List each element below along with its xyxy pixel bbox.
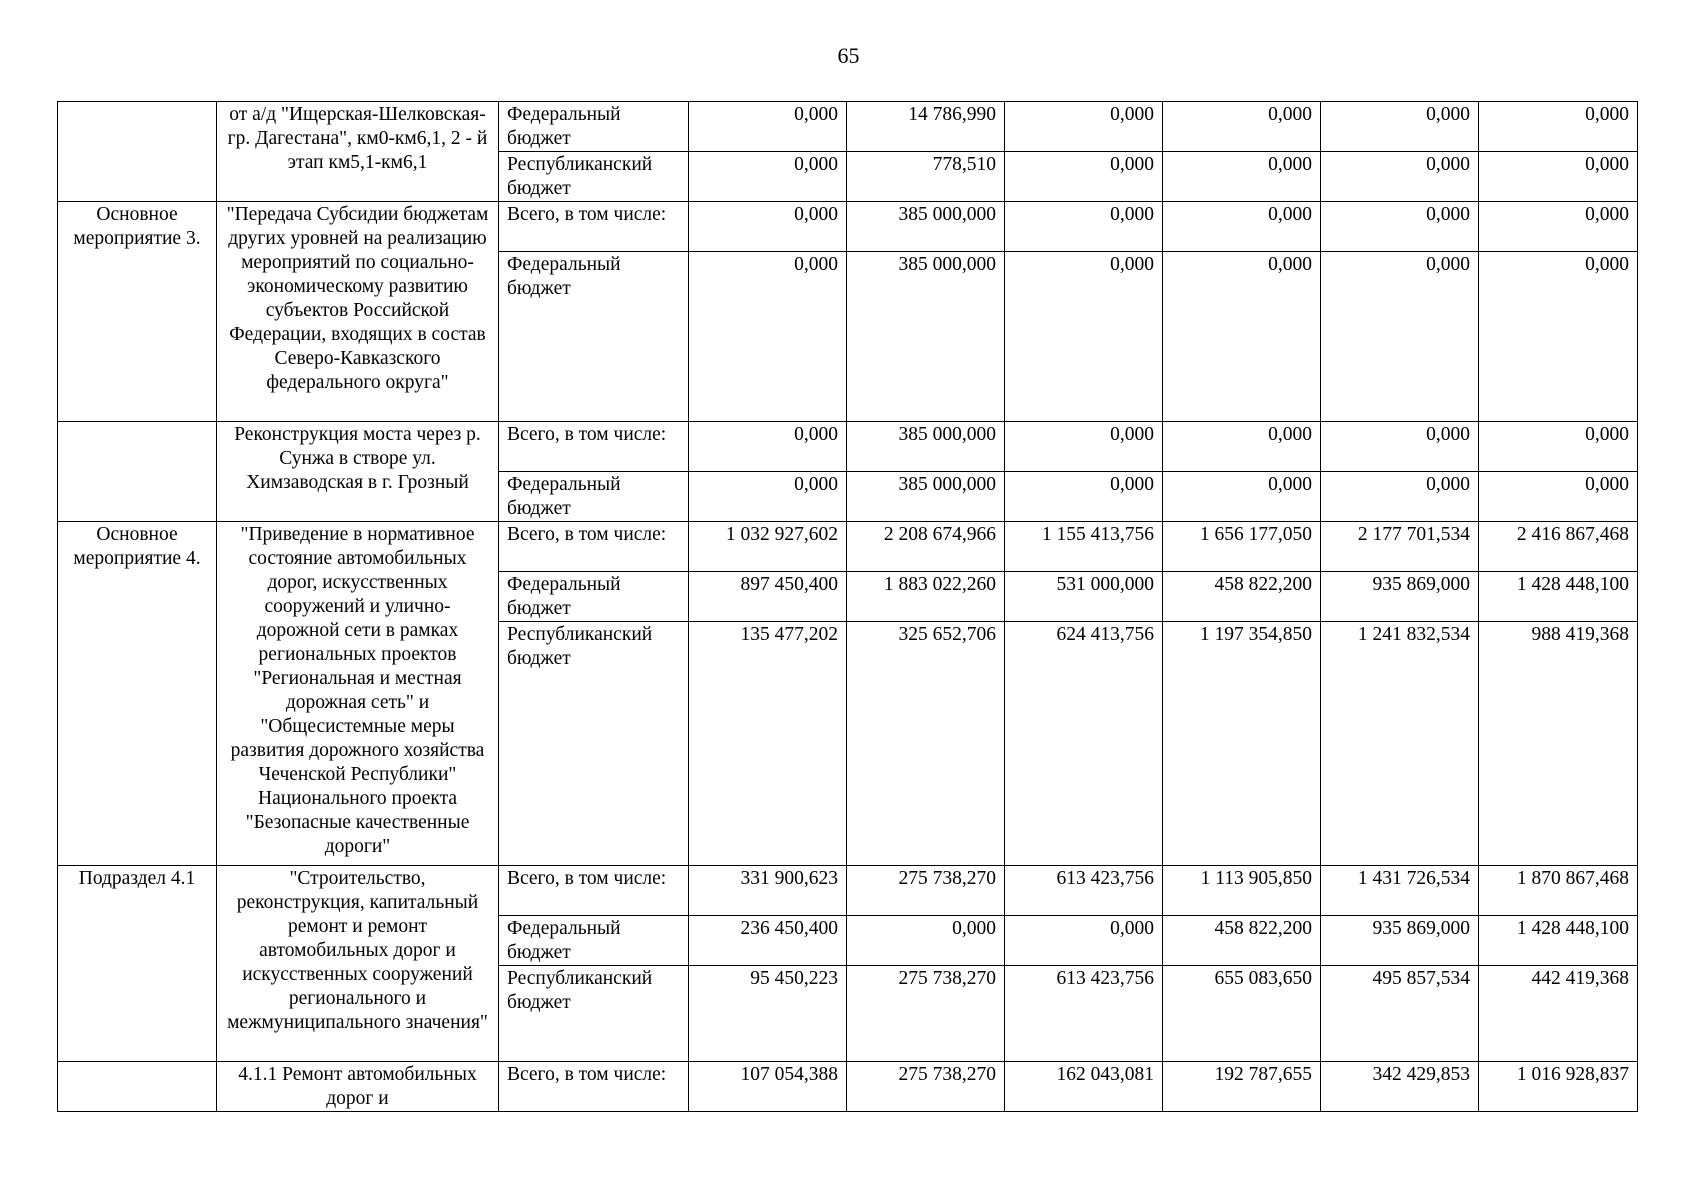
amount-cell: 613 423,756: [1005, 966, 1163, 1062]
funding-source-cell: Всего, в том числе:: [499, 866, 689, 916]
activity-name-cell: Основное мероприятие 3.: [58, 202, 217, 422]
funding-source-cell: Всего, в том числе:: [499, 522, 689, 572]
budget-table: [57, 101, 1638, 1112]
amount-cell: 531 000,000: [1005, 572, 1163, 622]
activity-description-cell: "Передача Субсидии бюджетам других уровней на реализацию мероприятий по социально-экономическому развитию субъектов Российской Федерации, входящих в состав Северо-Кавказского федерального округа": [217, 202, 499, 422]
funding-source-cell: Всего, в том числе:: [499, 422, 689, 472]
amount-cell: 107 054,388: [689, 1062, 847, 1112]
amount-cell: 325 652,706: [847, 622, 1005, 866]
activity-name-cell: Подраздел 4.1: [58, 866, 217, 1062]
amount-cell: 0,000: [1321, 472, 1479, 522]
amount-cell: 624 413,756: [1005, 622, 1163, 866]
amount-cell: 1 197 354,850: [1163, 622, 1321, 866]
amount-cell: 0,000: [1163, 152, 1321, 202]
amount-cell: 778,510: [847, 152, 1005, 202]
amount-cell: 0,000: [1321, 152, 1479, 202]
amount-cell: 495 857,534: [1321, 966, 1479, 1062]
amount-cell: 1 155 413,756: [1005, 522, 1163, 572]
amount-cell: 2 208 674,966: [847, 522, 1005, 572]
amount-cell: 192 787,655: [1163, 1062, 1321, 1112]
amount-cell: 0,000: [689, 472, 847, 522]
amount-cell: 0,000: [1163, 422, 1321, 472]
amount-cell: 458 822,200: [1163, 572, 1321, 622]
amount-cell: 1 428 448,100: [1479, 572, 1638, 622]
amount-cell: 655 083,650: [1163, 966, 1321, 1062]
amount-cell: 0,000: [689, 252, 847, 422]
amount-cell: 2 416 867,468: [1479, 522, 1638, 572]
activity-description-cell: Реконструкция моста через р. Сунжа в створе ул. Химзаводская в г. Грозный: [217, 422, 499, 522]
activity-name-cell: [58, 1062, 217, 1112]
activity-name-cell: [58, 422, 217, 522]
amount-cell: 0,000: [1479, 422, 1638, 472]
amount-cell: 442 419,368: [1479, 966, 1638, 1062]
activity-description-cell: "Приведение в нормативное состояние автомобильных дорог, искусственных сооружений и улично-дорожной сети в рамках региональных проектов "Региональная и местная дорожная сеть" и "Общесистемные меры развития дорожного хозяйства Чеченской Республики" Национального проекта "Безопасные качественные дороги": [217, 522, 499, 866]
amount-cell: 0,000: [1005, 472, 1163, 522]
table-row: [58, 866, 1638, 916]
amount-cell: 1 428 448,100: [1479, 916, 1638, 966]
amount-cell: 0,000: [1479, 252, 1638, 422]
amount-cell: 0,000: [1005, 202, 1163, 252]
amount-cell: 0,000: [1005, 422, 1163, 472]
table-row: [58, 422, 1638, 472]
amount-cell: 0,000: [1163, 202, 1321, 252]
amount-cell: 162 043,081: [1005, 1062, 1163, 1112]
amount-cell: 0,000: [1005, 102, 1163, 152]
amount-cell: 14 786,990: [847, 102, 1005, 152]
amount-cell: 1 032 927,602: [689, 522, 847, 572]
amount-cell: 1 870 867,468: [1479, 866, 1638, 916]
funding-source-cell: Республиканский бюджет: [499, 966, 689, 1062]
amount-cell: 897 450,400: [689, 572, 847, 622]
amount-cell: 385 000,000: [847, 202, 1005, 252]
amount-cell: 0,000: [1321, 422, 1479, 472]
funding-source-cell: Федеральный бюджет: [499, 472, 689, 522]
amount-cell: 0,000: [1005, 152, 1163, 202]
amount-cell: 275 738,270: [847, 966, 1005, 1062]
amount-cell: 275 738,270: [847, 866, 1005, 916]
amount-cell: 0,000: [1321, 202, 1479, 252]
funding-source-cell: Федеральный бюджет: [499, 572, 689, 622]
funding-source-cell: Республиканский бюджет: [499, 152, 689, 202]
amount-cell: 0,000: [1479, 202, 1638, 252]
activity-description-cell: 4.1.1 Ремонт автомобильных дорог и: [217, 1062, 499, 1112]
amount-cell: 1 113 905,850: [1163, 866, 1321, 916]
table-row: [58, 102, 1638, 152]
amount-cell: 988 419,368: [1479, 622, 1638, 866]
amount-cell: 935 869,000: [1321, 916, 1479, 966]
amount-cell: 385 000,000: [847, 252, 1005, 422]
amount-cell: 331 900,623: [689, 866, 847, 916]
amount-cell: 0,000: [1479, 102, 1638, 152]
amount-cell: 95 450,223: [689, 966, 847, 1062]
amount-cell: 0,000: [1321, 252, 1479, 422]
funding-source-cell: Федеральный бюджет: [499, 102, 689, 152]
funding-source-cell: Всего, в том числе:: [499, 1062, 689, 1112]
amount-cell: 1 883 022,260: [847, 572, 1005, 622]
amount-cell: 0,000: [1005, 252, 1163, 422]
amount-cell: 342 429,853: [1321, 1062, 1479, 1112]
amount-cell: 1 431 726,534: [1321, 866, 1479, 916]
table-row: [58, 522, 1638, 572]
amount-cell: 935 869,000: [1321, 572, 1479, 622]
activity-name-cell: [58, 102, 217, 202]
amount-cell: 1 016 928,837: [1479, 1062, 1638, 1112]
amount-cell: 0,000: [1163, 102, 1321, 152]
amount-cell: 0,000: [689, 202, 847, 252]
activity-description-cell: "Строительство, реконструкция, капитальный ремонт и ремонт автомобильных дорог и искусственных сооружений регионального и межмуниципального значения": [217, 866, 499, 1062]
activity-description-cell: от а/д "Ищерская-Шелковская-гр. Дагестана", км0-км6,1, 2 - й этап км5,1-км6,1: [217, 102, 499, 202]
amount-cell: 275 738,270: [847, 1062, 1005, 1112]
amount-cell: 2 177 701,534: [1321, 522, 1479, 572]
table-row: [58, 202, 1638, 252]
amount-cell: 0,000: [1479, 152, 1638, 202]
amount-cell: 236 450,400: [689, 916, 847, 966]
amount-cell: 385 000,000: [847, 422, 1005, 472]
funding-source-cell: Республиканский бюджет: [499, 622, 689, 866]
funding-source-cell: Федеральный бюджет: [499, 252, 689, 422]
funding-source-cell: Всего, в том числе:: [499, 202, 689, 252]
table-row: [58, 1062, 1638, 1112]
amount-cell: 1 656 177,050: [1163, 522, 1321, 572]
amount-cell: 0,000: [689, 422, 847, 472]
amount-cell: 0,000: [1005, 916, 1163, 966]
amount-cell: 0,000: [689, 152, 847, 202]
page-number: 65: [837, 43, 860, 68]
activity-name-cell: Основное мероприятие 4.: [58, 522, 217, 866]
amount-cell: 458 822,200: [1163, 916, 1321, 966]
amount-cell: 0,000: [1163, 252, 1321, 422]
amount-cell: 1 241 832,534: [1321, 622, 1479, 866]
amount-cell: 613 423,756: [1005, 866, 1163, 916]
amount-cell: 0,000: [1321, 102, 1479, 152]
amount-cell: 0,000: [1479, 472, 1638, 522]
table-body: [58, 102, 1638, 1112]
amount-cell: 135 477,202: [689, 622, 847, 866]
funding-source-cell: Федеральный бюджет: [499, 916, 689, 966]
amount-cell: 0,000: [1163, 472, 1321, 522]
amount-cell: 0,000: [689, 102, 847, 152]
amount-cell: 385 000,000: [847, 472, 1005, 522]
amount-cell: 0,000: [847, 916, 1005, 966]
